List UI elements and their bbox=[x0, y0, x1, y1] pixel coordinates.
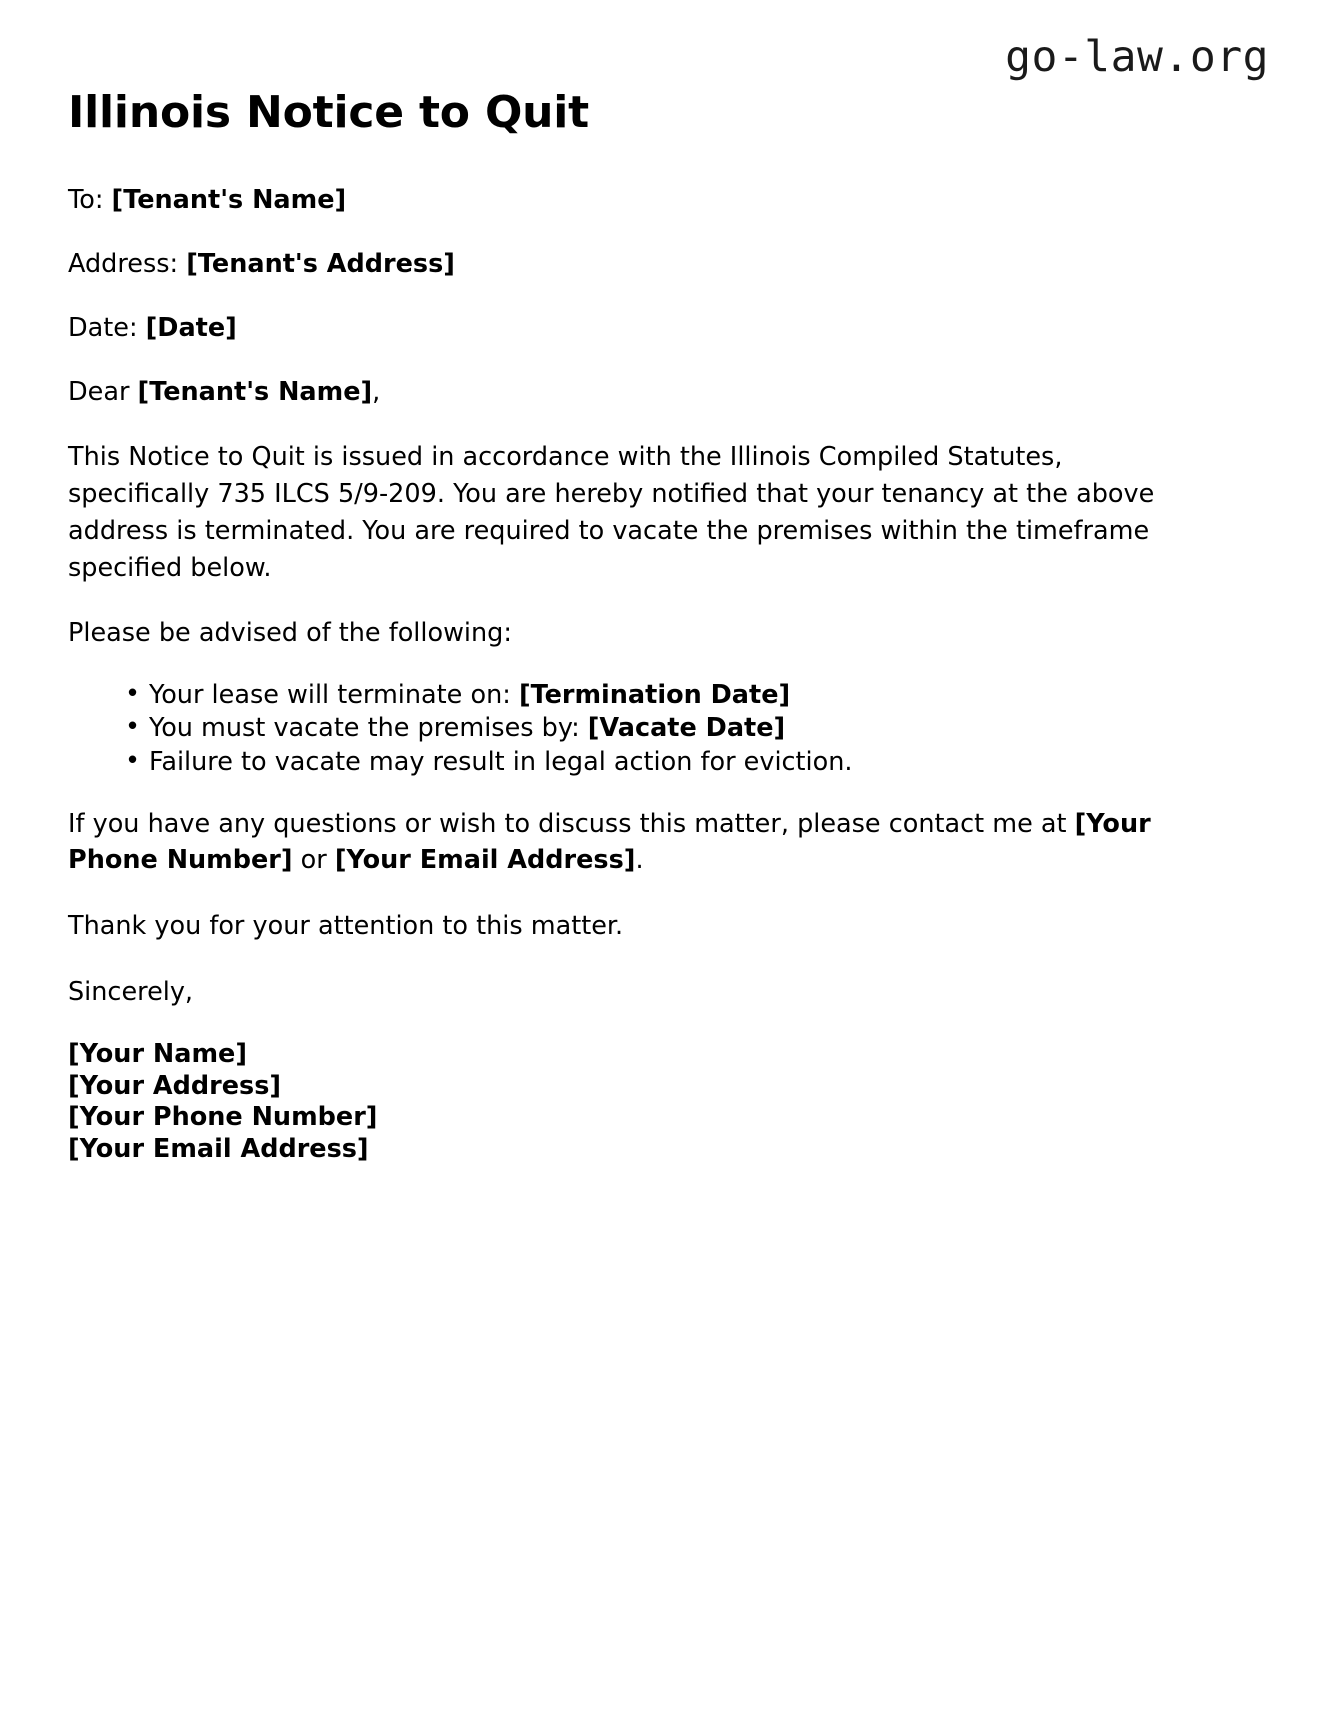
field-to bbox=[68, 183, 1166, 218]
contact-conjunction: or bbox=[292, 845, 335, 876]
field-address bbox=[68, 247, 1166, 282]
contact-paragraph bbox=[68, 806, 1166, 879]
thank-you-paragraph: Thank you for your attention to this matter. bbox=[68, 911, 624, 942]
bullet-text: Failure to vacate may result in legal action for eviction. bbox=[149, 747, 853, 778]
body-paragraph: This Notice to Quit is issued in accordance with the Illinois Compiled Statutes, specifically 735 ILCS 5/9-209. You are hereby notified that your tenancy at the above address is terminated. You are required to vacate the premises within the timeframe specified below. bbox=[68, 442, 1155, 583]
salutation-suffix: , bbox=[372, 377, 381, 408]
signature-name: [Your Name] bbox=[68, 1039, 247, 1070]
field-to-value: [Tenant's Name] bbox=[111, 184, 347, 215]
notice-bullet-list bbox=[68, 681, 1166, 777]
salutation-value: [Tenant's Name] bbox=[137, 377, 373, 408]
document-content bbox=[68, 88, 1166, 1165]
bullet-text: Your lease will terminate on: bbox=[149, 679, 519, 710]
closing-salutation: Sincerely, bbox=[68, 976, 194, 1007]
field-address-label: Address: bbox=[68, 248, 187, 279]
signature-address: [Your Address] bbox=[68, 1070, 282, 1101]
site-logo-text: go-law.org bbox=[1005, 32, 1269, 82]
field-date bbox=[68, 311, 1166, 346]
contact-prefix: If you have any questions or wish to discuss this matter, please contact me at bbox=[68, 808, 1075, 839]
contact-email-placeholder: [Your Email Address] bbox=[334, 845, 636, 876]
field-date-value: [Date] bbox=[145, 312, 237, 343]
contact-suffix: . bbox=[635, 845, 644, 876]
salutation-label: Dear bbox=[68, 377, 138, 408]
salutation bbox=[68, 375, 1166, 410]
list-item bbox=[125, 748, 1166, 777]
page-title: Illinois Notice to Quit bbox=[68, 87, 589, 138]
field-address-value: [Tenant's Address] bbox=[186, 248, 455, 279]
field-to-label: To: bbox=[68, 184, 112, 215]
bullet-value: [Termination Date] bbox=[518, 679, 791, 710]
advisory-intro: Please be advised of the following: bbox=[68, 618, 512, 649]
signature-block bbox=[68, 1039, 1166, 1164]
list-item bbox=[125, 714, 1166, 743]
field-date-label: Date: bbox=[68, 312, 146, 343]
bullet-value: [Vacate Date] bbox=[587, 713, 786, 744]
signature-phone: [Your Phone Number] bbox=[68, 1102, 378, 1133]
bullet-text: You must vacate the premises by: bbox=[149, 713, 588, 744]
contact-phone-placeholder: [Your Phone Number] bbox=[68, 808, 1151, 876]
list-item bbox=[125, 681, 1166, 710]
signature-email: [Your Email Address] bbox=[68, 1133, 369, 1164]
